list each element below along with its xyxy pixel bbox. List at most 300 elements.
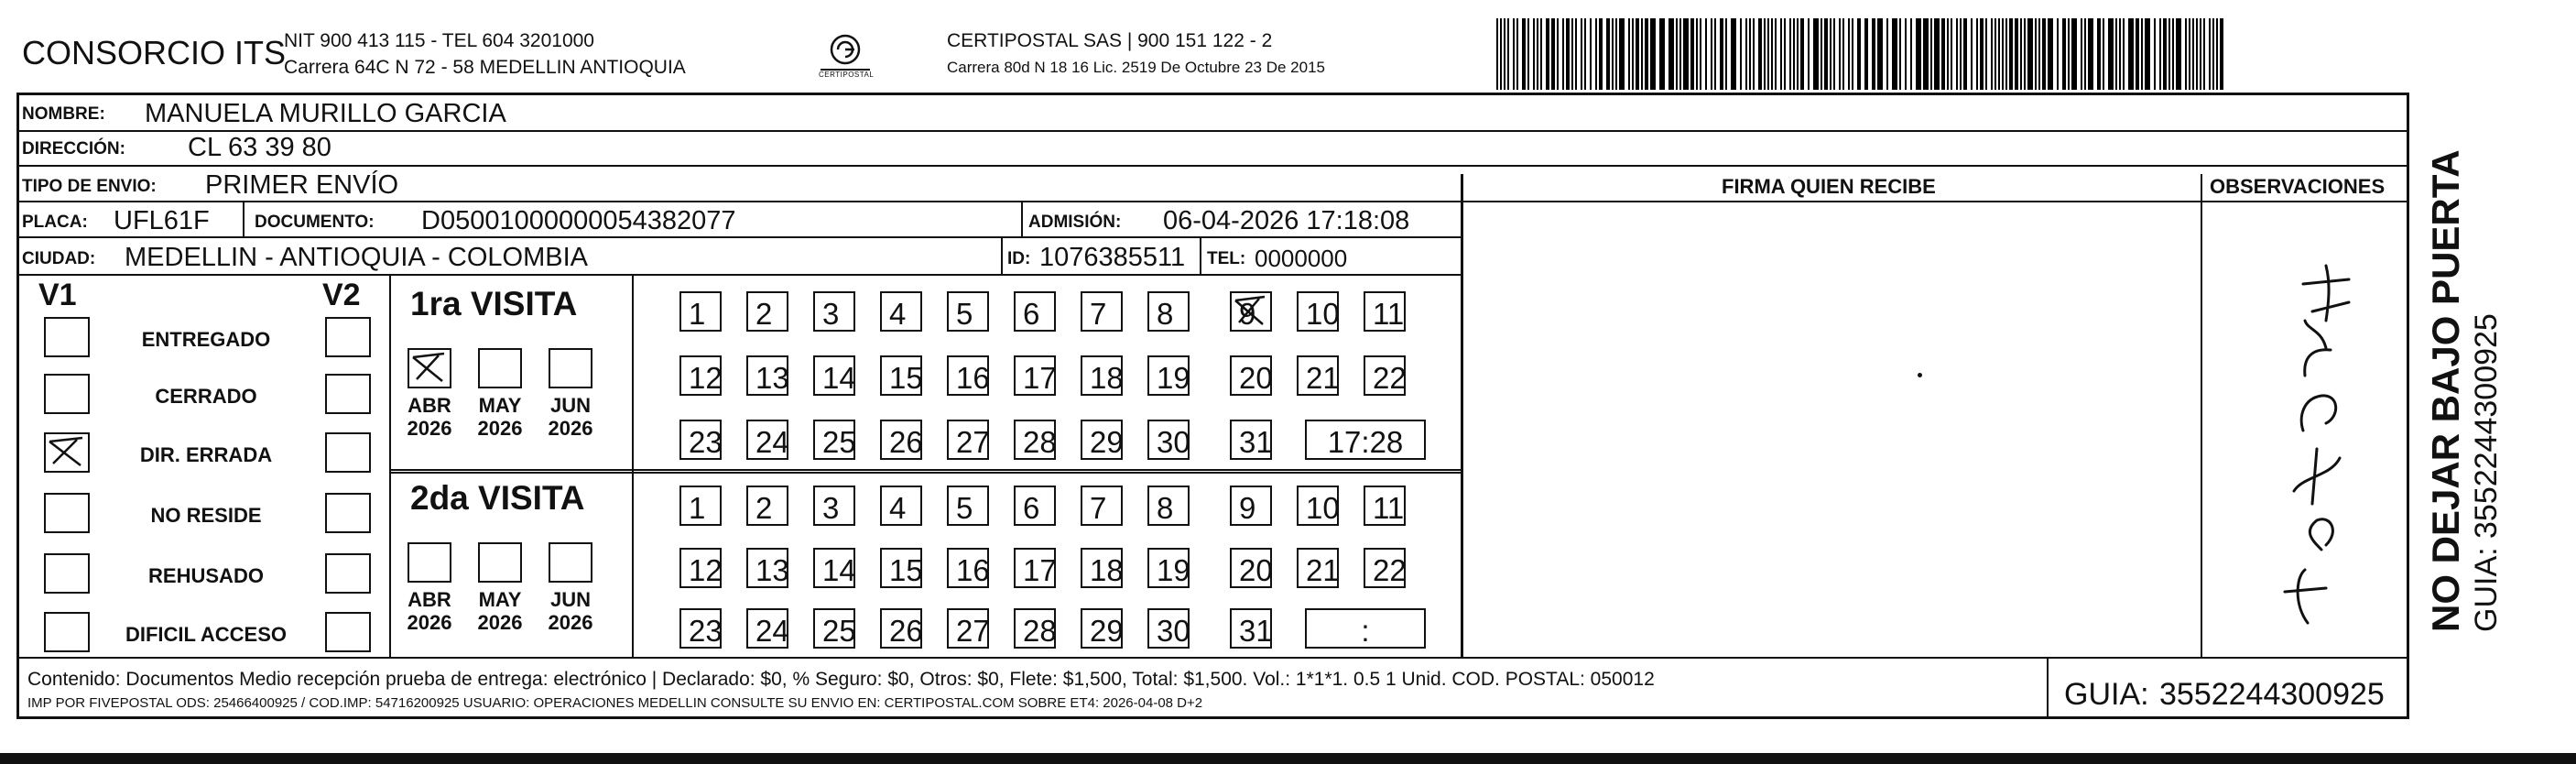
day-checkbox[interactable] — [813, 355, 855, 396]
barcode-bar — [1994, 18, 1996, 90]
day-checkbox[interactable] — [1014, 486, 1056, 526]
barcode-bar — [1877, 18, 1883, 90]
barcode-bar — [1771, 18, 1773, 90]
day-label: 25 — [822, 614, 856, 648]
day-label: 12 — [689, 553, 723, 587]
signature-area[interactable] — [1465, 202, 2198, 655]
day-checkbox[interactable] — [1147, 548, 1190, 588]
barcode-bar — [2212, 18, 2214, 90]
status-option-label: CERRADO — [155, 385, 257, 408]
barcode-bar — [2216, 18, 2218, 90]
signature-dot — [1918, 373, 1922, 377]
month-checkbox[interactable] — [549, 542, 592, 583]
barcode-bar — [2048, 18, 2053, 90]
day-checkbox[interactable] — [1364, 355, 1406, 396]
day-label: 4 — [889, 491, 907, 525]
barcode-bar — [2038, 18, 2040, 90]
footer-print-info: IMP POR FIVEPOSTAL ODS: 25466400925 / COD.IMP: 54716200925 USUARIO: OPERACIONES MEDELLIN CONSULTE SU ENVIO EN: CERTIPOSTAL.COM SOBRE ET4: 2026-04-08 D+2 — [27, 695, 1203, 711]
barcode-bar — [2071, 18, 2077, 90]
day-checkbox[interactable] — [813, 486, 855, 526]
barcode-bar — [1628, 18, 1630, 90]
day-checkbox[interactable] — [947, 291, 989, 332]
day-checkbox[interactable] — [679, 355, 722, 396]
barcode-bar — [1581, 18, 1582, 90]
check-mark-icon — [409, 350, 450, 387]
barcode-bar — [1632, 18, 1634, 90]
courier-logo-text: CERTIPOSTAL — [819, 71, 875, 79]
day-checkbox[interactable] — [1147, 355, 1190, 396]
day-checkbox[interactable] — [1014, 548, 1056, 588]
day-label: 31 — [1239, 425, 1273, 459]
barcode-bar — [1775, 18, 1777, 90]
day-checkbox[interactable] — [1014, 291, 1056, 332]
day-label: 19 — [1157, 361, 1190, 395]
barcode-bar — [1575, 18, 1577, 90]
barcode-bar — [1551, 18, 1555, 90]
barcode-bar — [1892, 18, 1897, 90]
footer-guide-number: 3552244300925 — [2159, 677, 2385, 712]
v1-checkbox[interactable] — [44, 493, 90, 533]
barcode-bar — [1496, 18, 1498, 90]
day-checkbox[interactable] — [813, 291, 855, 332]
day-checkbox[interactable] — [880, 548, 922, 588]
name-label: NOMBRE: — [22, 104, 105, 124]
day-label: 7 — [1090, 491, 1107, 525]
company-nit: NIT 900 413 115 - TEL 604 3201000 — [284, 30, 594, 51]
barcode-bar — [1980, 18, 1984, 90]
barcode-bar — [2057, 18, 2059, 90]
day-checkbox[interactable] — [947, 486, 989, 526]
barcode-bar — [1562, 18, 1564, 90]
month-label: MAY 2026 — [477, 588, 523, 635]
day-label: 13 — [755, 361, 789, 395]
barcode-bar — [1947, 18, 1949, 90]
status-option-label: DIR. ERRADA — [139, 443, 273, 466]
barcode-bar — [1830, 18, 1831, 90]
admission-value: 06-04-2026 17:18:08 — [1163, 206, 1410, 235]
v2-label: V2 — [322, 278, 361, 312]
id-value: 1076385511 — [1039, 243, 1186, 272]
v2-checkbox[interactable] — [325, 432, 371, 473]
day-label: 16 — [956, 553, 990, 587]
barcode-bar — [1745, 18, 1747, 90]
city-label: CIUDAD: — [22, 249, 96, 268]
day-label: 1 — [689, 297, 706, 331]
barcode-bar — [1956, 18, 1958, 90]
day-checkbox[interactable] — [1014, 608, 1056, 649]
day-checkbox[interactable] — [1014, 420, 1056, 460]
v1-label: V1 — [38, 278, 77, 312]
day-checkbox[interactable] — [880, 291, 922, 332]
v1-checkbox[interactable] — [44, 317, 90, 357]
barcode-bar — [1595, 18, 1597, 90]
courier-name: CERTIPOSTAL SAS | 900 151 122 - 2 — [947, 30, 1273, 51]
barcode-bar — [2168, 18, 2170, 90]
day-checkbox[interactable] — [1297, 548, 1339, 588]
day-checkbox[interactable] — [1081, 355, 1123, 396]
day-checkbox[interactable] — [679, 420, 722, 460]
time-field[interactable]: : — [1305, 608, 1426, 649]
company-address: Carrera 64C N 72 - 58 MEDELLIN ANTIOQUIA — [284, 57, 686, 78]
day-label: 14 — [822, 361, 856, 395]
barcode-bar — [1998, 18, 2000, 90]
day-label: 26 — [889, 614, 923, 648]
plate-label: PLACA: — [22, 213, 88, 232]
day-label: 17 — [1023, 361, 1057, 395]
barcode-bar — [1590, 18, 1592, 90]
barcode-bar — [1571, 18, 1573, 90]
day-checkbox[interactable] — [947, 548, 989, 588]
day-label: 31 — [1239, 614, 1273, 648]
handwriting-icon — [2239, 229, 2376, 641]
barcode-bar — [1557, 18, 1559, 90]
month-checkbox[interactable] — [478, 348, 522, 388]
barcode-bar — [1808, 18, 1810, 90]
day-checkbox[interactable] — [1081, 291, 1123, 332]
barcode-bar — [1641, 18, 1643, 90]
barcode-bar — [1857, 18, 1861, 90]
day-label: 8 — [1157, 297, 1174, 331]
barcode-bar — [1725, 18, 1727, 90]
barcode-bar — [1767, 18, 1769, 90]
barcode-bar — [2176, 18, 2181, 90]
barcode-bar — [1507, 18, 1509, 90]
barcode-bar — [1700, 18, 1701, 90]
day-checkbox[interactable] — [746, 608, 788, 649]
day-label: 10 — [1306, 491, 1340, 525]
barcode-bar — [1540, 18, 1542, 90]
day-label: 29 — [1090, 614, 1124, 648]
barcode-bar — [2163, 18, 2167, 90]
day-label: 24 — [755, 425, 789, 459]
barcode-bar — [2108, 18, 2114, 90]
barcode-bar — [1793, 18, 1795, 90]
day-checkbox[interactable] — [1081, 486, 1123, 526]
day-label: 1 — [689, 491, 706, 525]
barcode-bar — [1789, 18, 1791, 90]
plate-value: UFL61F — [114, 206, 210, 235]
day-checkbox[interactable] — [679, 486, 722, 526]
tel-value: 0000000 — [1255, 245, 1348, 272]
day-label: 23 — [689, 614, 723, 648]
barcode-bar — [1985, 18, 1987, 90]
tel-label: TEL: — [1207, 249, 1246, 268]
day-checkbox[interactable] — [1297, 355, 1339, 396]
status-option-label: REHUSADO — [148, 564, 264, 587]
day-label: 10 — [1306, 297, 1340, 331]
day-label: 16 — [956, 361, 990, 395]
day-checkbox[interactable] — [1230, 355, 1272, 396]
barcode-bar — [1714, 18, 1716, 90]
check-mark-icon — [1232, 293, 1270, 330]
day-label: 3 — [822, 297, 840, 331]
barcode-bar — [1991, 18, 1993, 90]
status-option-label: ENTREGADO — [141, 328, 271, 351]
month-checkbox[interactable] — [549, 348, 592, 388]
day-label: 9 — [1239, 297, 1256, 331]
second-visit-title: 2da VISITA — [410, 479, 585, 517]
month-checkbox[interactable] — [408, 348, 451, 388]
barcode-bar — [2192, 18, 2194, 90]
barcode-bar — [1504, 18, 1505, 90]
barcode-bar — [2062, 18, 2066, 90]
day-label: 12 — [689, 361, 723, 395]
status-option-label: DIFICIL ACCESO — [125, 623, 287, 646]
barcode-bar — [2015, 18, 2018, 90]
day-checkbox[interactable] — [880, 608, 922, 649]
barcode-bar — [2185, 18, 2187, 90]
barcode-bar — [1910, 18, 1912, 90]
day-checkbox[interactable] — [1147, 291, 1190, 332]
barcode-bar — [1546, 18, 1549, 90]
document-value: D05001000000054382077 — [421, 206, 736, 235]
barcode-bar — [1971, 18, 1973, 90]
v1-checkbox[interactable] — [44, 553, 90, 594]
barcode — [1496, 18, 2225, 90]
barcode-bar — [1668, 18, 1674, 90]
day-label: 5 — [956, 297, 973, 331]
day-label: 6 — [1023, 491, 1040, 525]
barcode-bar — [1749, 18, 1751, 90]
barcode-bar — [1720, 18, 1723, 90]
barcode-bar — [2042, 18, 2046, 90]
barcode-bar — [1679, 18, 1681, 90]
day-checkbox[interactable] — [746, 420, 788, 460]
day-checkbox[interactable] — [1014, 355, 1056, 396]
barcode-bar — [2128, 18, 2134, 90]
barcode-bar — [1696, 18, 1698, 90]
day-label: 29 — [1090, 425, 1124, 459]
barcode-bar — [2220, 18, 2223, 90]
barcode-bar — [1833, 18, 1835, 90]
barcode-bar — [1676, 18, 1678, 90]
barcode-bar — [1824, 18, 1828, 90]
month-checkbox[interactable] — [478, 542, 522, 583]
day-label: 20 — [1239, 553, 1273, 587]
barcode-bar — [2189, 18, 2190, 90]
barcode-bar — [2145, 18, 2150, 90]
day-checkbox[interactable] — [880, 355, 922, 396]
day-checkbox[interactable] — [813, 548, 855, 588]
status-option-label: NO RESIDE — [150, 504, 262, 527]
barcode-bar — [1683, 18, 1689, 90]
day-checkbox[interactable] — [880, 420, 922, 460]
day-label: 24 — [755, 614, 789, 648]
day-checkbox[interactable] — [679, 608, 722, 649]
day-checkbox[interactable] — [746, 355, 788, 396]
barcode-bar — [1839, 18, 1841, 90]
barcode-bar — [1951, 18, 1952, 90]
day-checkbox[interactable] — [947, 420, 989, 460]
v2-checkbox[interactable] — [325, 374, 371, 414]
month-label: ABR 2026 — [407, 588, 452, 635]
v1-checkbox[interactable] — [44, 374, 90, 414]
day-label: 13 — [755, 553, 789, 587]
barcode-bar — [2035, 18, 2037, 90]
barcode-bar — [1753, 18, 1755, 90]
day-label: 14 — [822, 553, 856, 587]
barcode-bar — [2024, 18, 2026, 90]
day-label: 18 — [1090, 361, 1124, 395]
v2-checkbox[interactable] — [325, 612, 371, 652]
day-label: 4 — [889, 297, 907, 331]
day-checkbox[interactable] — [1297, 291, 1339, 332]
day-label: 15 — [889, 361, 923, 395]
day-checkbox[interactable] — [880, 486, 922, 526]
side-guide: GUIA: 3552244300925 — [2469, 313, 2504, 632]
barcode-bar — [1963, 18, 1967, 90]
day-label: 6 — [1023, 297, 1040, 331]
v2-checkbox[interactable] — [325, 317, 371, 357]
day-checkbox[interactable] — [813, 608, 855, 649]
day-label: 15 — [889, 553, 923, 587]
barcode-bar — [1886, 18, 1888, 90]
day-label: 30 — [1157, 614, 1190, 648]
barcode-bar — [1934, 18, 1940, 90]
v1-checkbox[interactable] — [44, 612, 90, 652]
barcode-bar — [2009, 18, 2013, 90]
courier-logo — [813, 29, 877, 81]
day-label: 7 — [1090, 297, 1107, 331]
barcode-bar — [1780, 18, 1782, 90]
day-checkbox[interactable] — [1230, 420, 1272, 460]
barcode-bar — [2119, 18, 2121, 90]
barcode-bar — [1852, 18, 1853, 90]
day-label: 21 — [1306, 361, 1340, 395]
month-label: MAY 2026 — [477, 394, 523, 441]
company-name: CONSORCIO ITS — [22, 34, 287, 71]
month-checkbox[interactable] — [408, 542, 451, 583]
day-label: 9 — [1239, 491, 1256, 525]
barcode-bar — [2123, 18, 2125, 90]
day-label: 11 — [1373, 491, 1405, 525]
barcode-bar — [1758, 18, 1762, 90]
day-checkbox[interactable] — [1297, 486, 1339, 526]
barcode-bar — [2081, 18, 2082, 90]
barcode-bar — [1899, 18, 1901, 90]
barcode-bar — [1976, 18, 1978, 90]
day-checkbox[interactable] — [1364, 486, 1406, 526]
day-checkbox[interactable] — [1364, 291, 1406, 332]
barcode-bar — [1636, 18, 1639, 90]
barcode-bar — [1821, 18, 1822, 90]
day-checkbox[interactable] — [1230, 608, 1272, 649]
day-label: 21 — [1306, 553, 1340, 587]
barcode-bar — [1522, 18, 1526, 90]
courier-address: Carrera 80d N 18 16 Lic. 2519 De Octubre 23 De 2015 — [947, 59, 1325, 76]
barcode-bar — [2020, 18, 2022, 90]
day-checkbox[interactable] — [1147, 420, 1190, 460]
barcode-bar — [2203, 18, 2205, 90]
day-checkbox[interactable] — [1081, 608, 1123, 649]
barcode-bar — [1923, 18, 1929, 90]
barcode-bar — [2159, 18, 2161, 90]
day-label: 27 — [956, 425, 990, 459]
day-checkbox[interactable] — [679, 291, 722, 332]
barcode-bar — [1606, 18, 1610, 90]
day-label: 18 — [1090, 553, 1124, 587]
barcode-bar — [2115, 18, 2117, 90]
day-label: 19 — [1157, 553, 1190, 587]
day-checkbox[interactable] — [947, 355, 989, 396]
v2-checkbox[interactable] — [325, 493, 371, 533]
barcode-bar — [1740, 18, 1742, 90]
barcode-bar — [1905, 18, 1907, 90]
side-warning: NO DEJAR BAJO PUERTA — [2424, 149, 2467, 632]
barcode-bar — [2084, 18, 2086, 90]
day-checkbox[interactable] — [1230, 548, 1272, 588]
barcode-bar — [2200, 18, 2201, 90]
day-checkbox[interactable] — [1147, 486, 1190, 526]
day-label: 23 — [689, 425, 723, 459]
barcode-bar — [2097, 18, 2101, 90]
barcode-bar — [1705, 18, 1707, 90]
day-checkbox[interactable] — [1364, 548, 1406, 588]
day-checkbox[interactable] — [1230, 486, 1272, 526]
v1-checkbox[interactable] — [44, 432, 90, 473]
barcode-bar — [2002, 18, 2004, 90]
barcode-bar — [2209, 18, 2211, 90]
day-label: 5 — [956, 491, 973, 525]
footer-guide-label: GUIA: — [2064, 677, 2149, 712]
observations-header: OBSERVACIONES — [2210, 175, 2386, 198]
barcode-bar — [1941, 18, 1945, 90]
barcode-bar — [1784, 18, 1786, 90]
day-checkbox[interactable] — [1081, 548, 1123, 588]
day-label: 22 — [1373, 553, 1407, 587]
barcode-bar — [1916, 18, 1921, 90]
day-checkbox[interactable] — [746, 486, 788, 526]
day-checkbox[interactable] — [1230, 291, 1272, 332]
barcode-bar — [2068, 18, 2070, 90]
recipient-name: MANUELA MURILLO GARCIA — [145, 99, 506, 128]
day-label: 25 — [822, 425, 856, 459]
time-field[interactable]: 17:28 — [1305, 420, 1426, 460]
admission-label: ADMISIÓN: — [1028, 213, 1122, 232]
day-label: 28 — [1023, 614, 1057, 648]
footer-contents: Contenido: Documentos Medio recepción prueba de entrega: electrónico | Declarado: $0, % Seguro: $0, Otros: $0, Flete: $1,500, Total: $1,500. Vol.: 1*1*1. 0.5 1 Unid. COD. POSTAL: 050012 — [27, 669, 1655, 690]
day-checkbox[interactable] — [1081, 420, 1123, 460]
barcode-bar — [2196, 18, 2198, 90]
barcode-bar — [2172, 18, 2174, 90]
v2-checkbox[interactable] — [325, 553, 371, 594]
barcode-bar — [1619, 18, 1625, 90]
recipient-address: CL 63 39 80 — [188, 133, 332, 162]
barcode-bar — [1612, 18, 1614, 90]
barcode-bar — [1800, 18, 1804, 90]
day-checkbox[interactable] — [679, 548, 722, 588]
day-checkbox[interactable] — [813, 420, 855, 460]
month-label: JUN 2026 — [548, 394, 593, 441]
day-label: 27 — [956, 614, 990, 648]
day-label: 8 — [1157, 491, 1174, 525]
barcode-bar — [1842, 18, 1844, 90]
barcode-bar — [1731, 18, 1736, 90]
day-checkbox[interactable] — [746, 291, 788, 332]
day-checkbox[interactable] — [947, 608, 989, 649]
day-label: 30 — [1157, 425, 1190, 459]
barcode-bar — [1584, 18, 1586, 90]
barcode-bar — [2103, 18, 2104, 90]
signature-header: FIRMA QUIEN RECIBE — [1722, 175, 1936, 198]
month-label: JUN 2026 — [548, 588, 593, 635]
barcode-bar — [2136, 18, 2139, 90]
day-checkbox[interactable] — [1147, 608, 1190, 649]
barcode-bar — [1864, 18, 1868, 90]
day-label: 2 — [755, 297, 773, 331]
day-checkbox[interactable] — [746, 548, 788, 588]
barcode-bar — [1513, 18, 1515, 90]
